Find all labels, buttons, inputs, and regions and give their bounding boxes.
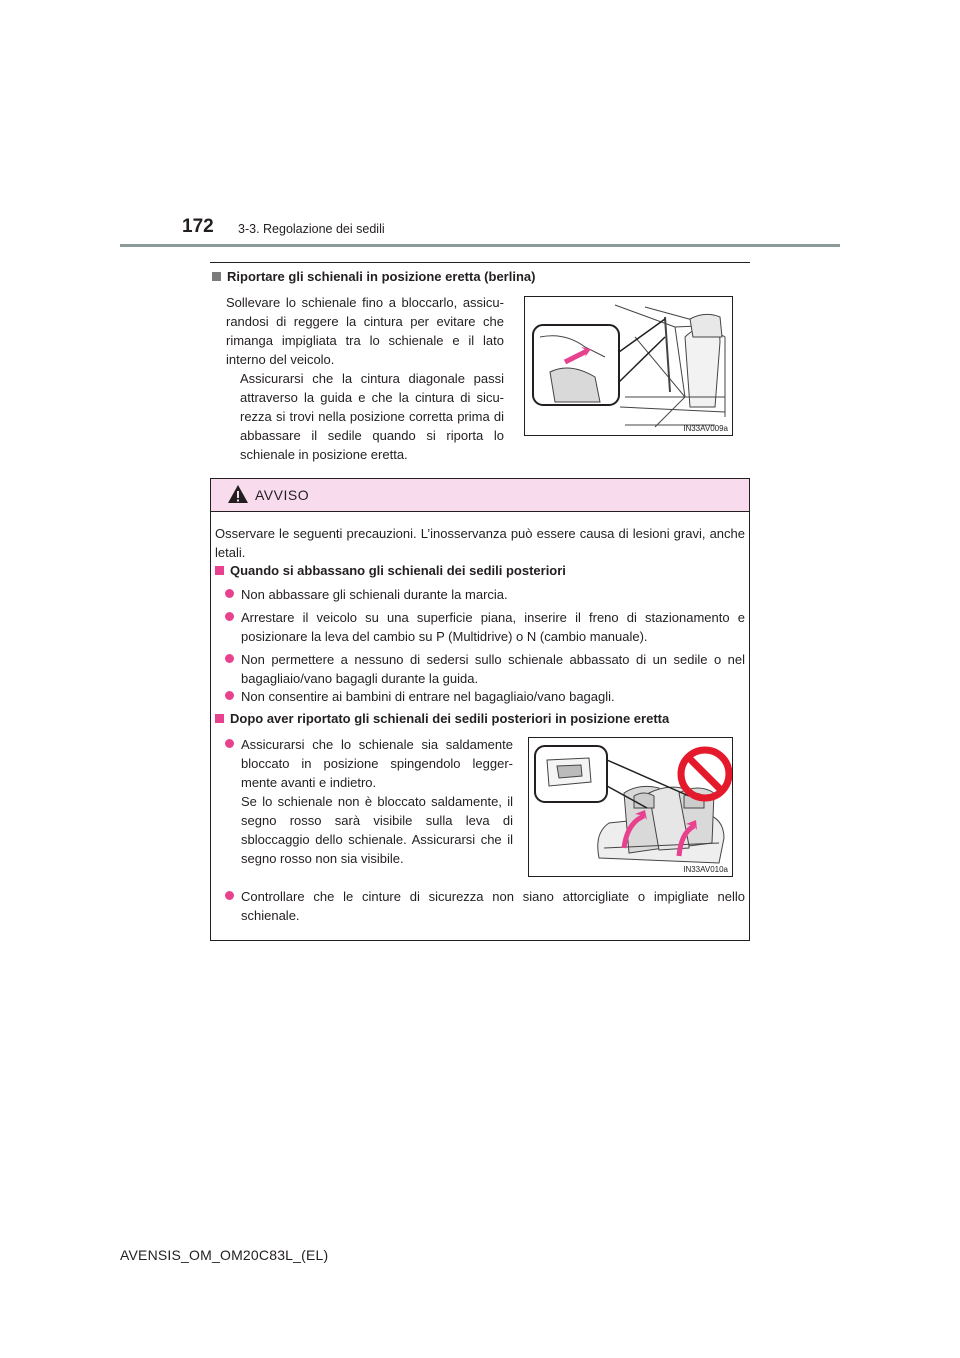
warning-item (241, 650, 745, 688)
instruction-paragraph: Sollevare lo schienale fino a bloccarlo, assicu-randosi di reggere la cintura per evitare che rimanga impigliata tra lo schienale e il lato interno del veicolo. (226, 295, 504, 367)
header-rule (120, 244, 840, 247)
footer-code: AVENSIS_OM_OM20C83L_(EL) (120, 1247, 329, 1263)
warning-subheading-1 (215, 563, 566, 578)
pink-dot-icon (225, 739, 234, 748)
warning-item (241, 585, 745, 604)
square-bullet-icon (212, 272, 221, 281)
figure-code: IN33AV009a (683, 424, 728, 433)
warning-subheading-2-text: Dopo aver riportato gli schienali dei sedili posteriori in posizione eretta (230, 711, 670, 726)
square-bullet-icon (215, 714, 224, 723)
warning-item (241, 735, 513, 792)
pink-dot-icon (225, 612, 234, 621)
warning-item-continued: Se lo schienale non è bloccato saldamente, il segno rosso sarà visibile sulla leva di sbloccaggio dello schienale. Assicurarsi che il segno rosso non sia visibile. (241, 794, 513, 866)
section-heading-text: Riportare gli schienali in posizione eretta (berlina) (227, 269, 536, 284)
pink-dot-icon (225, 654, 234, 663)
warning-header (211, 479, 749, 512)
square-bullet-icon (215, 566, 224, 575)
seat-lock-figure (528, 737, 733, 877)
seatback-illustration (525, 297, 732, 435)
section-rule (210, 262, 750, 263)
warning-item-text: Controllare che le cinture di sicurezza non siano attorcigliate o impigliate nello schienale. (241, 889, 745, 923)
warning-item (241, 608, 745, 646)
warning-title: AVVISO (255, 487, 310, 503)
pink-dot-icon (225, 589, 234, 598)
section-heading (212, 269, 535, 284)
pink-dot-icon (225, 891, 234, 900)
warning-item-text: Assicurarsi che lo schienale sia saldamente bloccato in posizione spingendolo legger-mente avanti e indietro. (241, 737, 513, 790)
warning-item-text: Arrestare il veicolo su una superficie piana, inserire il freno di stazionamento e posizionare la leva del cambio su P (Multidrive) o N (cambio manuale). (241, 610, 745, 644)
warning-item (241, 887, 745, 925)
warning-item-text: Non abbassare gli schienali durante la marcia. (241, 587, 508, 602)
note-paragraph: Assicurarsi che la cintura diagonale passi attraverso la guida e che la cintura di sicu-rezza si trovi nella posizione corretta prima di abbassare il sedile quando si riporta lo schienale in posizione eretta. (240, 371, 504, 462)
warning-intro: Osservare le seguenti precauzioni. L’inosservanza può essere causa di lesioni gravi, anche letali. (215, 526, 745, 560)
warning-item (241, 687, 745, 706)
warning-triangle-icon (227, 484, 249, 504)
seat-lock-illustration (529, 738, 732, 876)
page-number: 172 (182, 216, 214, 237)
section-title: 3-3. Regolazione dei sedili (238, 222, 385, 236)
figure-code: IN33AV010a (683, 865, 728, 874)
pink-dot-icon (225, 691, 234, 700)
warning-item-text: Non permettere a nessuno di sedersi sullo schienale abbassato di un sedile o nel bagagliaio/vano bagagli durante la guida. (241, 652, 745, 686)
seatback-figure (524, 296, 733, 436)
warning-item-text: Non consentire ai bambini di entrare nel bagagliaio/vano bagagli. (241, 689, 615, 704)
warning-subheading-1-text: Quando si abbassano gli schienali dei sedili posteriori (230, 563, 566, 578)
warning-subheading-2 (215, 711, 669, 726)
